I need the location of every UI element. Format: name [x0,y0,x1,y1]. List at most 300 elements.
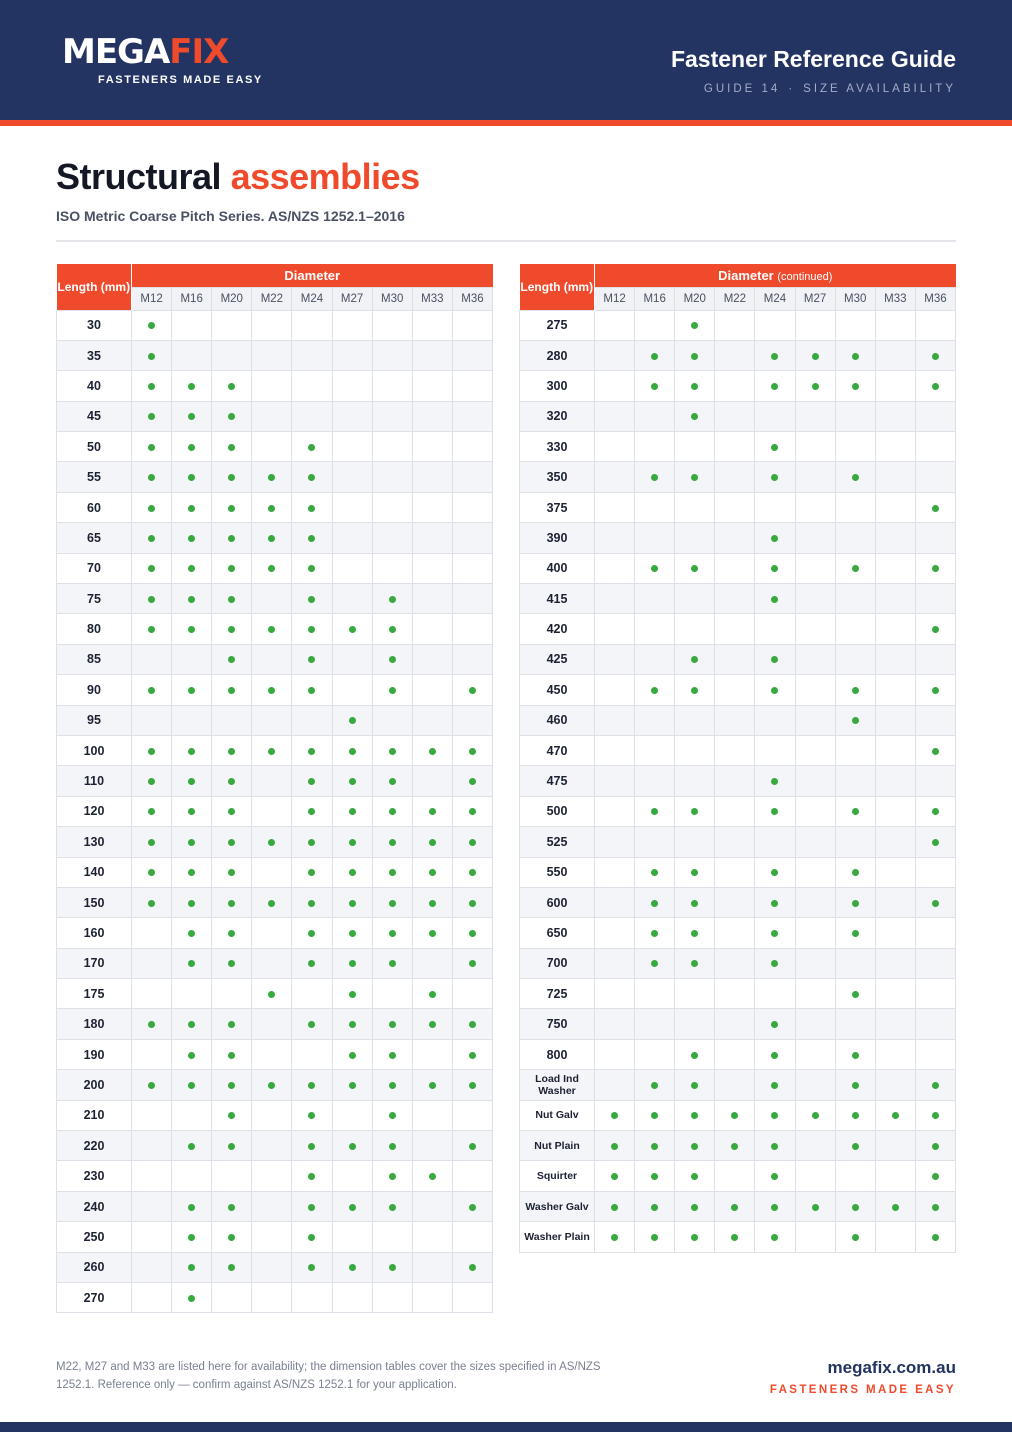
availability-cell [595,1222,635,1252]
availability-cell [595,1131,635,1161]
available-dot-icon [932,565,939,572]
available-dot-icon [932,900,939,907]
available-dot-icon [429,1173,436,1180]
availability-cell [292,1070,332,1100]
available-dot-icon [268,839,275,846]
availability-cell [132,1252,172,1282]
availability-cell [252,979,292,1009]
availability-cell [132,675,172,705]
availability-cell [292,766,332,796]
table-row [520,371,956,401]
available-dot-icon [308,1112,315,1119]
availability-cell [715,432,755,462]
available-dot-icon [731,1204,738,1211]
availability-cell [835,584,875,614]
availability-cell [795,857,835,887]
available-dot-icon [148,778,155,785]
available-dot-icon [308,565,315,572]
available-dot-icon [308,1021,315,1028]
available-dot-icon [148,1082,155,1089]
availability-cell [835,1009,875,1039]
available-dot-icon [188,565,195,572]
length-cell: 45 [57,401,132,431]
availability-cell [212,371,252,401]
guide-section: SIZE AVAILABILITY [803,83,956,95]
available-dot-icon [812,1112,819,1119]
available-dot-icon [691,474,698,481]
length-cell: 180 [57,1009,132,1039]
availability-cell [212,675,252,705]
availability-cell [252,887,292,917]
availability-cell [372,1161,412,1191]
availability-cell [292,523,332,553]
availability-cell [755,432,795,462]
available-dot-icon [771,930,778,937]
available-dot-icon [228,778,235,785]
available-dot-icon [469,1082,476,1089]
available-dot-icon [349,960,356,967]
availability-cell [755,887,795,917]
table-row [520,1131,956,1161]
availability-cell [132,1161,172,1191]
availability-cell [635,584,675,614]
availability-cell [252,492,292,522]
availability-cell [675,827,715,857]
available-dot-icon [308,687,315,694]
availability-cell [875,1100,915,1130]
availability-cell [755,492,795,522]
availability-cell [332,1039,372,1069]
availability-cell [795,310,835,340]
available-dot-icon [228,748,235,755]
available-dot-icon [932,748,939,755]
table-row [520,1039,956,1069]
availability-cell [835,796,875,826]
table-row [57,614,493,644]
availability-cell [835,523,875,553]
availability-cell [795,644,835,674]
available-dot-icon [228,535,235,542]
availability-cell [635,644,675,674]
availability-cell [715,979,755,1009]
availability-cell [835,1070,875,1100]
availability-cell [835,492,875,522]
availability-cell [835,735,875,765]
availability-cell [635,614,675,644]
table-row [520,462,956,492]
availability-cell [915,1161,955,1191]
availability-cell [252,1070,292,1100]
length-cell: 40 [57,371,132,401]
availability-cell [595,1161,635,1191]
available-dot-icon [852,900,859,907]
availability-cell [755,705,795,735]
availability-cell [915,492,955,522]
availability-cell [412,705,452,735]
table-row [57,827,493,857]
available-dot-icon [771,535,778,542]
length-cell: 175 [57,979,132,1009]
availability-cell [412,735,452,765]
availability-cell [875,1191,915,1221]
availability-cell [675,857,715,887]
availability-cell [132,523,172,553]
availability-cell [452,310,492,340]
available-dot-icon [188,1234,195,1241]
size-header-m33: M33 [875,287,915,310]
availability-cell [795,796,835,826]
availability-cell [412,1161,452,1191]
availability-cell [132,887,172,917]
availability-cell [212,1131,252,1161]
availability-cell [172,1100,212,1130]
availability-cell [635,1161,675,1191]
available-dot-icon [188,626,195,633]
availability-cell [132,614,172,644]
megafix-logo [62,34,272,86]
available-dot-icon [812,1204,819,1211]
available-dot-icon [308,444,315,451]
availability-cell [412,614,452,644]
availability-cell [675,340,715,370]
availability-cell [675,584,715,614]
availability-cell [452,1070,492,1100]
available-dot-icon [932,1082,939,1089]
availability-cell [715,523,755,553]
availability-cell [132,432,172,462]
availability-cell [172,553,212,583]
availability-cell [635,857,675,887]
availability-cell [372,1222,412,1252]
available-dot-icon [852,808,859,815]
header-accent-stripe [0,120,1012,126]
availability-cell [835,1100,875,1130]
available-dot-icon [148,748,155,755]
availability-cell [595,492,635,522]
website-link[interactable]: megafix.com.au [827,1358,956,1377]
availability-cell [795,584,835,614]
available-dot-icon [148,900,155,907]
availability-cell [172,432,212,462]
available-dot-icon [429,839,436,846]
availability-cell [252,401,292,431]
availability-cell [635,979,675,1009]
size-header-m24: M24 [292,287,332,310]
availability-cell [252,857,292,887]
table-row [57,553,493,583]
availability-cell [595,1100,635,1130]
availability-cell [635,887,675,917]
available-dot-icon [852,717,859,724]
availability-cell [795,887,835,917]
availability-cell [835,371,875,401]
available-dot-icon [429,1082,436,1089]
availability-cell [875,796,915,826]
availability-cell [252,675,292,705]
available-dot-icon [812,353,819,360]
available-dot-icon [651,1204,658,1211]
page-subtitle: ISO Metric Coarse Pitch Series. AS/NZS 1252.1–2016 [56,208,405,224]
availability-cell [172,1222,212,1252]
availability-cell [795,1191,835,1221]
availability-cell [635,401,675,431]
availability-cell [675,523,715,553]
availability-cell [715,735,755,765]
table-body [520,310,956,1252]
available-dot-icon [429,808,436,815]
available-dot-icon [611,1143,618,1150]
availability-cell [755,584,795,614]
availability-cell [412,523,452,553]
table-row [57,644,493,674]
availability-cell [452,1191,492,1221]
availability-cell [915,614,955,644]
available-dot-icon [429,900,436,907]
section-divider [56,240,956,242]
size-header-m27: M27 [332,287,372,310]
table-body [57,310,493,1313]
availability-cell [795,705,835,735]
available-dot-icon [308,535,315,542]
available-dot-icon [389,596,396,603]
available-dot-icon [148,505,155,512]
table-row [57,310,493,340]
available-dot-icon [429,991,436,998]
length-cell: 275 [520,310,595,340]
availability-cell [715,401,755,431]
length-cell: 230 [57,1161,132,1191]
available-dot-icon [389,960,396,967]
available-dot-icon [268,1082,275,1089]
availability-cell [595,523,635,553]
availability-cell [875,523,915,553]
available-dot-icon [469,1021,476,1028]
availability-cell [332,1252,372,1282]
table-row [57,675,493,705]
availability-cell [172,1131,212,1161]
available-dot-icon [389,839,396,846]
table-row [520,979,956,1009]
availability-cell [452,948,492,978]
availability-cell [675,371,715,401]
available-dot-icon [651,869,658,876]
availability-cell [915,675,955,705]
available-dot-icon [389,1082,396,1089]
availability-cell [675,1222,715,1252]
table-row [57,1039,493,1069]
availability-cell [915,857,955,887]
available-dot-icon [308,839,315,846]
availability-cell [172,918,212,948]
available-dot-icon [148,535,155,542]
availability-cell [132,827,172,857]
available-dot-icon [188,869,195,876]
availability-cell [755,462,795,492]
length-cell: 800 [520,1039,595,1069]
available-dot-icon [691,565,698,572]
availability-cell [172,1252,212,1282]
available-dot-icon [349,717,356,724]
header-title: Fastener Reference Guide [670,46,956,72]
available-dot-icon [268,474,275,481]
availability-cell [412,1039,452,1069]
availability-cell [252,796,292,826]
diameter-column-header: Diameter [132,264,493,287]
availability-cell [595,644,635,674]
availability-cell [915,432,955,462]
availability-cell [412,887,452,917]
available-dot-icon [691,1082,698,1089]
availability-cell [252,1131,292,1161]
table-row [57,766,493,796]
availability-cell [212,401,252,431]
availability-cell [635,371,675,401]
availability-cell [755,644,795,674]
availability-cell [332,1100,372,1130]
availability-cell [595,310,635,340]
availability-cell [795,675,835,705]
availability-cell [835,948,875,978]
availability-cell [332,705,372,735]
availability-cell [412,1100,452,1130]
table-row [57,523,493,553]
length-cell: 500 [520,796,595,826]
availability-cell [875,310,915,340]
available-dot-icon [691,353,698,360]
table-row [520,705,956,735]
length-cell: 120 [57,796,132,826]
footnote: M22, M27 and M33 are listed here for availability; the dimension tables cover the sizes specified in AS/NZS 1252.1. Reference only — confirm against AS/NZS 1252.1 for your application. [56,1361,601,1391]
availability-cell [172,1009,212,1039]
availability-cell [452,462,492,492]
availability-cell [635,827,675,857]
availability-cell [715,1131,755,1161]
available-dot-icon [228,930,235,937]
available-dot-icon [651,808,658,815]
available-dot-icon [429,1021,436,1028]
availability-cell [835,827,875,857]
table-row [520,827,956,857]
availability-cell [795,827,835,857]
availability-cell [715,584,755,614]
availability-cell [675,1039,715,1069]
availability-cell [452,1039,492,1069]
availability-cell [635,432,675,462]
available-dot-icon [852,1082,859,1089]
availability-cell [715,1100,755,1130]
availability-cell [595,1070,635,1100]
length-cell: 400 [520,553,595,583]
availability-cell [452,735,492,765]
available-dot-icon [852,930,859,937]
available-dot-icon [308,869,315,876]
availability-cell [635,310,675,340]
table-row [520,1009,956,1039]
table-row [57,979,493,1009]
availability-cell [332,735,372,765]
availability-cell [915,796,955,826]
size-header-m30: M30 [372,287,412,310]
availability-cell [172,644,212,674]
availability-cell [292,371,332,401]
availability-cell [212,614,252,644]
available-dot-icon [651,687,658,694]
table-row [57,371,493,401]
availability-cell [332,462,372,492]
availability-cell [252,1039,292,1069]
availability-cell [635,523,675,553]
available-dot-icon [228,505,235,512]
availability-cell [332,1191,372,1221]
available-dot-icon [771,474,778,481]
available-dot-icon [469,960,476,967]
table-row [520,675,956,705]
length-cell: Squirter [520,1161,595,1191]
availability-cell [252,705,292,735]
availability-cell [715,857,755,887]
available-dot-icon [308,474,315,481]
availability-cell [715,705,755,735]
table-row [57,857,493,887]
length-cell: 750 [520,1009,595,1039]
availability-cell [915,948,955,978]
availability-cell [835,979,875,1009]
availability-cell [595,675,635,705]
availability-cell [635,1191,675,1221]
availability-cell [292,887,332,917]
availability-cell [212,584,252,614]
availability-cell [212,1070,252,1100]
available-dot-icon [389,778,396,785]
available-dot-icon [188,687,195,694]
available-dot-icon [349,1264,356,1271]
available-dot-icon [771,444,778,451]
availability-cell [795,553,835,583]
availability-cell [635,675,675,705]
availability-cell [675,766,715,796]
available-dot-icon [228,1112,235,1119]
availability-cell [635,918,675,948]
available-dot-icon [188,1295,195,1302]
available-dot-icon [308,900,315,907]
availability-cell [252,614,292,644]
availability-cell [715,1222,755,1252]
availability-cell [212,827,252,857]
table-row [57,887,493,917]
availability-cell [452,887,492,917]
availability-cell [372,827,412,857]
available-dot-icon [188,444,195,451]
availability-cell [675,1161,715,1191]
available-dot-icon [268,991,275,998]
available-dot-icon [771,1112,778,1119]
available-dot-icon [148,869,155,876]
available-dot-icon [188,1264,195,1271]
availability-cell [875,492,915,522]
length-cell: 190 [57,1039,132,1069]
available-dot-icon [349,900,356,907]
available-dot-icon [228,1264,235,1271]
availability-cell [635,1100,675,1130]
availability-cell [132,705,172,735]
available-dot-icon [308,656,315,663]
table-row [57,735,493,765]
available-dot-icon [188,413,195,420]
available-dot-icon [932,353,939,360]
availability-cell [875,1009,915,1039]
availability-cell [372,948,412,978]
table-row [57,1070,493,1100]
